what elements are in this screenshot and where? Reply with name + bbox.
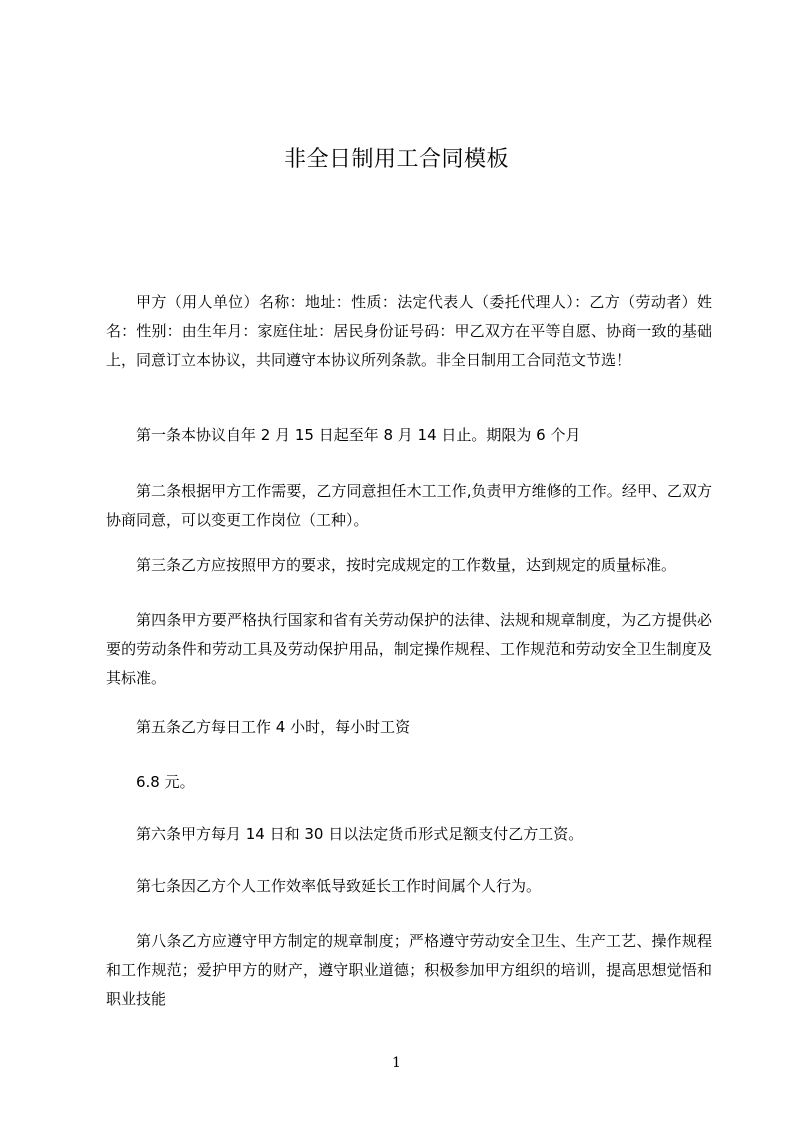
paragraph-article-1: 第一条本协议自年 2 月 15 日起至年 8 月 14 日止。期限为 6 个月 [136,426,581,444]
paragraph-article-3: 第三条乙方应按照甲方的要求，按时完成规定的工作数量，达到规定的质量标准。 [136,556,677,574]
paragraph-article-5: 第五条乙方每日工作 4 小时，每小时工资 [136,718,411,736]
paragraph-preamble: 甲方（用人单位）名称：地址：性质：法定代表人（委托代理人）：乙方（劳动者）姓名：性别：由生年月：家庭住址：居民身份证号码：甲乙双方在平等自愿、协商一致的基础上，同意订立本协议，共同遵守本协议所列条款。非全日制用工合同范文节选！ [106,293,712,369]
document-title: 非全日制用工合同模板 [283,147,509,172]
paragraph-article-6: 第六条甲方每月 14 日和 30 日以法定货币形式足额支付乙方工资。 [136,825,584,843]
page-number: 1 [392,1055,401,1071]
paragraph-article-2: 第二条根据甲方工作需要，乙方同意担任木工工作,负责甲方维修的工作。经甲、乙双方协商同意，可以变更工作岗位（工种）。 [106,482,712,529]
paragraph-article-7: 第七条因乙方个人工作效率低导致延长工作时间属个人行为。 [136,877,542,895]
paragraph-article-5-wage: 6.8 元。 [136,773,195,791]
paragraph-article-4: 第四条甲方要严格执行国家和省有关劳动保护的法律、法规和规章制度，为乙方提供必要的劳动条件和劳动工具及劳动保护用品，制定操作规程、工作规范和劳动安全卫生制度及其标准。 [106,611,712,687]
paragraph-article-8: 第八条乙方应遵守甲方制定的规章制度；严格遵守劳动安全卫生、生产工艺、操作规程和工作规范；爱护甲方的财产，遵守职业道德；积极参加甲方组织的培训，提高思想觉悟和职业技能 [106,932,712,1008]
